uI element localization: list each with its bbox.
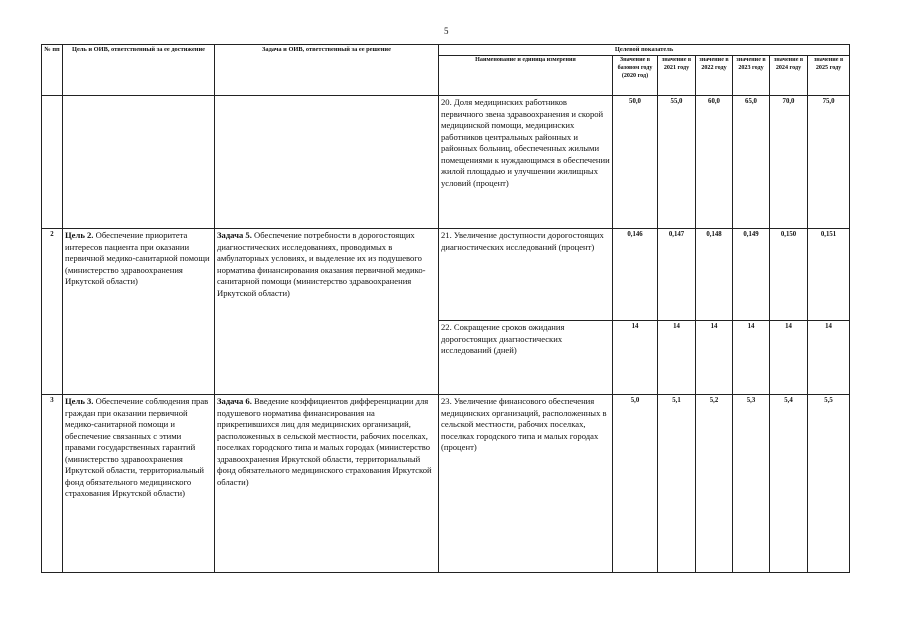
value-2023: 65,0 [733, 96, 770, 229]
value-2022: 14 [696, 321, 733, 395]
value-2021: 14 [658, 321, 696, 395]
goal-cell [63, 96, 215, 229]
value-2025: 5,5 [808, 395, 850, 573]
header-indicator: Наименование и единица измерения [439, 56, 613, 96]
value-2021: 0,147 [658, 229, 696, 321]
goal-lead: Цель 2. [65, 230, 94, 240]
value-2022: 0,148 [696, 229, 733, 321]
task-text: Введение коэффициентов дифференциации для подушевого норматива финансирования на прикрепившихся лиц для медицинских организаций, расположенных в сельской местности, рабочих поселках, поселках городского типа и малых городах (министерство здравоохранения Иркутской области, территориальный фонд обязательного медицинского страхования Иркутской области) [217, 396, 432, 487]
value-base: 14 [613, 321, 658, 395]
value-2024: 0,150 [770, 229, 808, 321]
page-number: 5 [444, 26, 449, 36]
targets-table [41, 44, 850, 573]
goal-cell [63, 395, 215, 573]
header-2021: значение в 2021 году [658, 56, 696, 96]
table-row [42, 229, 850, 321]
value-2023: 0,149 [733, 229, 770, 321]
value-2024: 14 [770, 321, 808, 395]
value-2025: 75,0 [808, 96, 850, 229]
value-2024: 5,4 [770, 395, 808, 573]
task-text: Обеспечение потребности в дорогостоящих диагностических исследованиях, проводимых в амбулаторных условиях, и выделение их из подушевого норматива финансирования оказания первичной медико-санитарной помощи (министерство здравоохранения Иркутской области) [217, 230, 426, 298]
goal-text: Обеспечение приоритета интересов пациента при оказании первичной медико-санитарной помощи (министерство здравоохранения Иркутской области) [65, 230, 210, 287]
header-task: Задача и ОИВ, ответственный за ее решение [215, 45, 439, 96]
header-goal: Цель и ОИВ, ответственный за ее достижение [63, 45, 215, 96]
indicator-name: 23. Увеличение финансового обеспечения медицинских организаций, расположенных в сельской местности, рабочих поселках, поселках городского типа и малых городах (процент) [439, 395, 613, 573]
value-2023: 5,3 [733, 395, 770, 573]
indicator-name: 22. Сокращение сроков ожидания дорогостоящих диагностических исследований (дней) [439, 321, 613, 395]
row-number: 3 [42, 395, 63, 573]
value-2022: 60,0 [696, 96, 733, 229]
value-2025: 0,151 [808, 229, 850, 321]
value-2023: 14 [733, 321, 770, 395]
task-lead: Задача 6. [217, 396, 252, 406]
header-num: № пп [42, 45, 63, 96]
value-base: 50,0 [613, 96, 658, 229]
row-number: 2 [42, 229, 63, 395]
task-cell [215, 229, 439, 395]
task-cell [215, 395, 439, 573]
row-number [42, 96, 63, 229]
goal-lead: Цель 3. [65, 396, 94, 406]
table-row [42, 96, 850, 229]
header-base-year: Значение в базовом году (2020 год) [613, 56, 658, 96]
value-2021: 55,0 [658, 96, 696, 229]
value-2025: 14 [808, 321, 850, 395]
header-2025: значение в 2025 году [808, 56, 850, 96]
task-lead: Задача 5. [217, 230, 252, 240]
value-2022: 5,2 [696, 395, 733, 573]
indicator-name: 21. Увеличение доступности дорогостоящих диагностических исследований (процент) [439, 229, 613, 321]
header-2023: значение в 2023 году [733, 56, 770, 96]
header-2022: значение в 2022 году [696, 56, 733, 96]
value-2021: 5,1 [658, 395, 696, 573]
goal-text: Обеспечение соблюдения прав граждан при оказании первичной медико-санитарной помощи и обеспечение связанных с этими правами государственных гарантий (министерство здравоохранения Иркутской области, территориальный фонд обязательного медицинского страхования Иркутской области) [65, 396, 209, 499]
header-target: Целевой показатель [439, 45, 850, 56]
table-row [42, 395, 850, 573]
value-base: 0,146 [613, 229, 658, 321]
value-2024: 70,0 [770, 96, 808, 229]
header-2024: значение в 2024 году [770, 56, 808, 96]
goal-cell [63, 229, 215, 395]
task-cell [215, 96, 439, 229]
indicator-name: 20. Доля медицинских работников первичного звена здравоохранения и скорой медицинской помощи, медицинских работников центральных районных и районных больниц, обеспеченных жилыми помещениями к нуждающимся в обеспечении жилой площадью и улучшении жилищных условий (процент) [439, 96, 613, 229]
value-base: 5,0 [613, 395, 658, 573]
